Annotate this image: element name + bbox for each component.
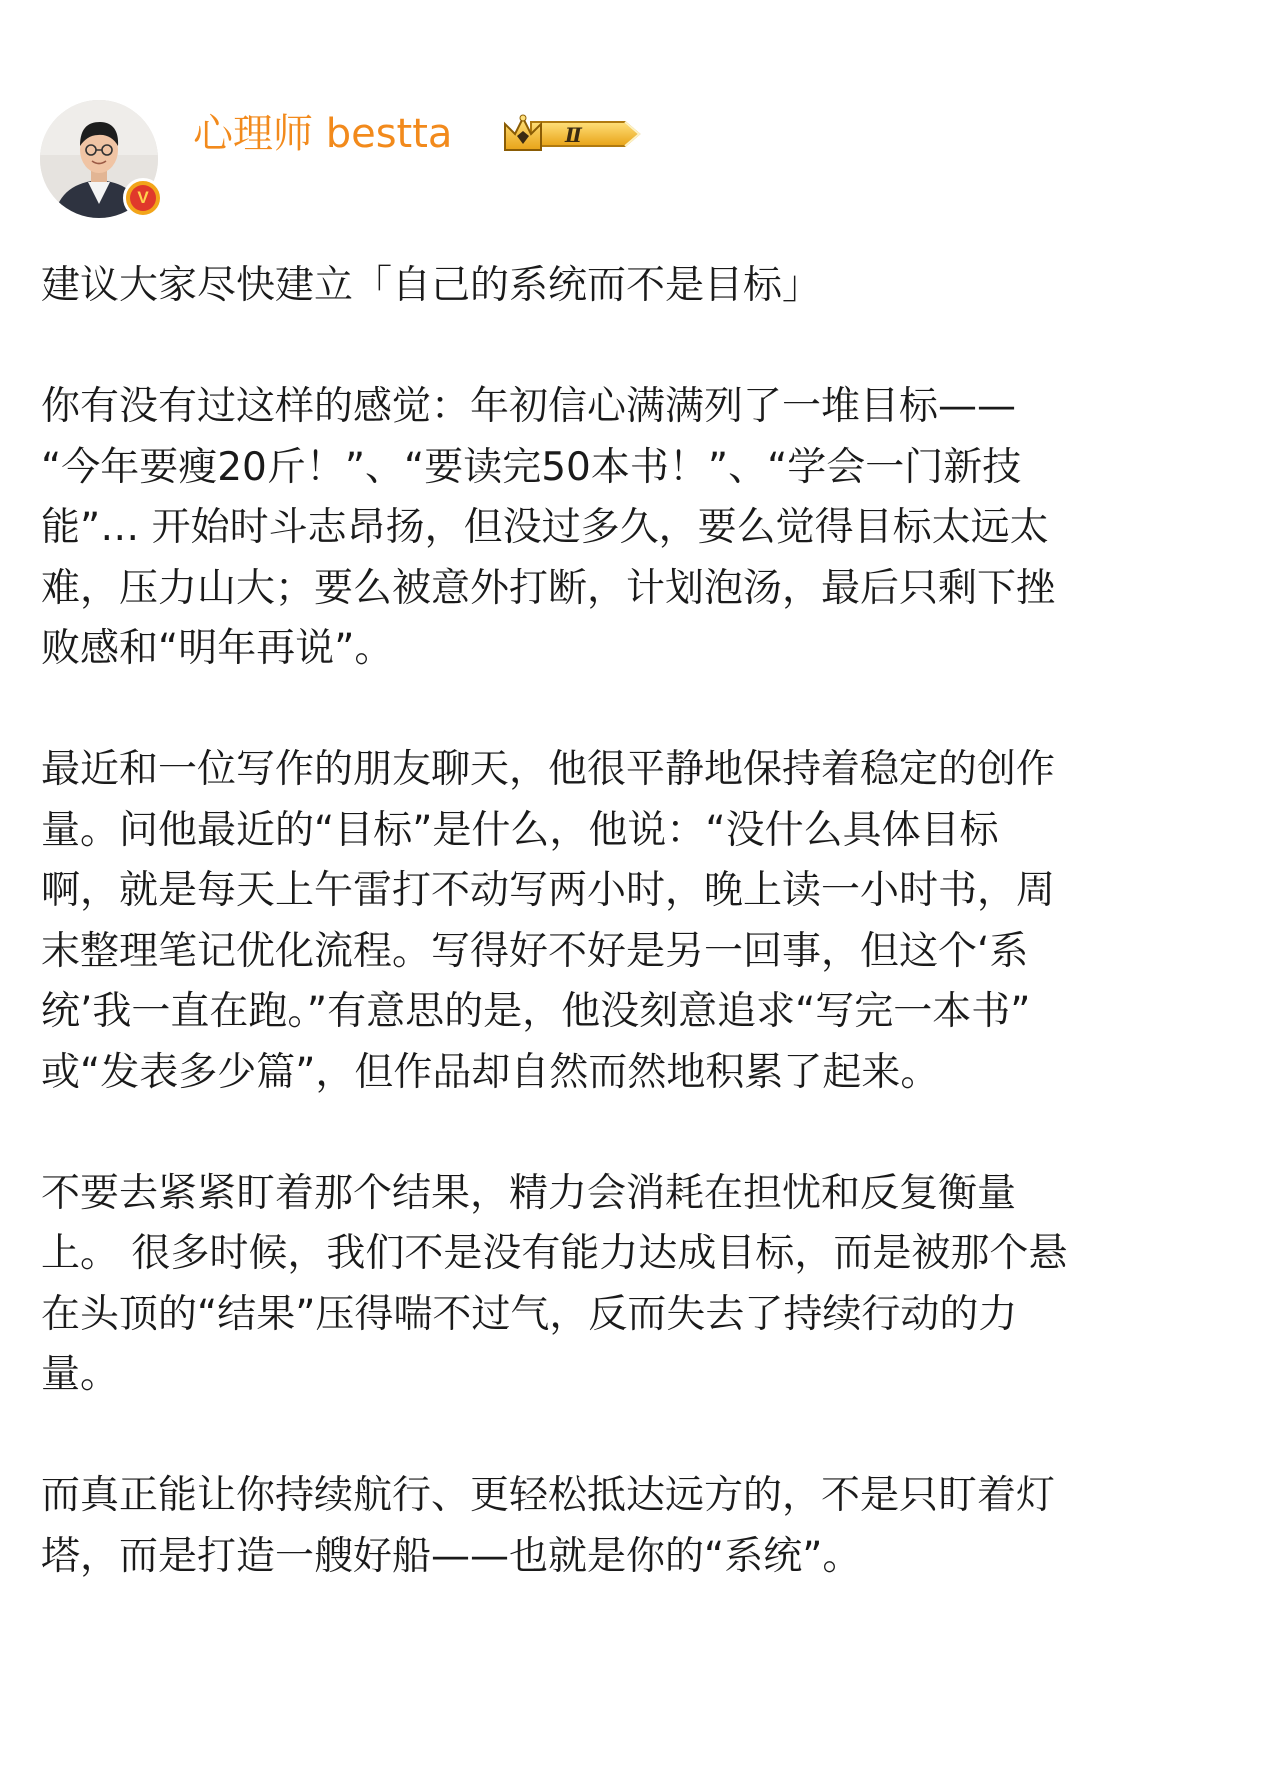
paragraph-line: “今年要瘦20斤！”、“要读完50本书！”、“学会一门新技 [41,444,1022,490]
vip-crown-badge-icon[interactable] [501,112,651,156]
post-body [41,256,1241,1587]
post-header [40,100,1240,220]
paragraph-line: 或“发表多少篇”，但作品却自然而然地积累了起来。 [41,1049,940,1095]
verified-badge-icon [123,178,163,218]
paragraph-line: 塔，而是打造一艘好船——也就是你的“系统”。 [41,1533,862,1579]
verified-mark: V [130,185,156,211]
author-name[interactable]: 心理师 bestta [193,111,453,157]
paragraph-2 [41,740,1241,1103]
paragraph-line: 最近和一位写作的朋友聊天，他很平静地保持着稳定的创作 [41,747,1056,792]
paragraph-line: 量。问他最近的“目标”是什么，他说：“没什么具体目标 [41,807,999,853]
paragraph-line: 上。 很多时候，我们不是没有能力达成目标，而是被那个悬 [41,1231,1068,1276]
paragraph-line: 末整理笔记优化流程。写得好不好是另一回事，但这个‘系 [41,928,1029,974]
paragraph-line: 难，压力山大；要么被意外打断，计划泡汤，最后只剩下挫 [41,565,1056,611]
paragraph-line: 你有没有过这样的感觉：年初信心满满列了一堆目标—— [41,384,1017,429]
paragraph-line: 而真正能让你持续航行、更轻松抵达远方的，不是只盯着灯 [41,1473,1056,1518]
post-title: 建议大家尽快建立「自己的系统而不是目标」 [41,263,822,308]
paragraph-4 [41,1466,1241,1587]
paragraph-line: 量。 [41,1352,120,1397]
paragraph-line: 啊，就是每天上午雷打不动写两小时，晚上读一小时书，周 [41,868,1056,913]
paragraph-1 [41,377,1241,680]
paragraph-line: 在头顶的“结果”压得喘不过气，反而失去了持续行动的力 [41,1291,1018,1337]
paragraph-line: 败感和“明年再说”。 [41,626,394,671]
vip-level-text: Ⅱ [565,123,582,147]
paragraph-line: 能”… 开始时斗志昂扬，但没过多久，要么觉得目标太远太 [41,505,1049,550]
paragraph-line: 统’我一直在跑。”有意思的是，他没刻意追求“写完一本书” [41,989,1031,1034]
paragraph-line: 不要去紧紧盯着那个结果，精力会消耗在担忧和反复衡量 [41,1170,1017,1216]
paragraph-3 [41,1164,1241,1406]
